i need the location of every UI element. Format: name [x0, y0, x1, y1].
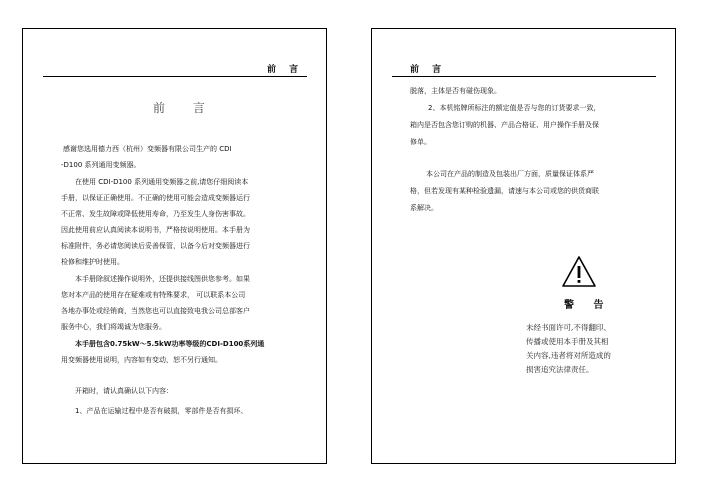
text-line: 脱落，主体是否有碰伤现象。: [410, 87, 501, 95]
text-line: 箱内是否包含您订购的机器、产品合格证、用户操作手册及保: [410, 121, 599, 129]
warning-triangle-icon: [561, 255, 597, 293]
text-line: 1、产品在运输过程中是否有破损，零部件是否有损坏、: [75, 407, 248, 415]
text-line: 感谢您选用德力西（杭州）变频器有限公司生产的 CDI: [63, 145, 232, 153]
page-title: 前 言: [153, 101, 217, 115]
warning-line: 传播或使用本手册及其相: [526, 337, 609, 346]
warning-line: 关内容,违者将对所造成的: [526, 351, 611, 360]
text-line: 本手册包含0.75kW～5.5kW功率等级的CDI-D100系列通: [75, 340, 265, 348]
header-rule: [392, 76, 656, 77]
text-line: 修单。: [410, 138, 431, 146]
page-header: 前 言: [267, 65, 304, 75]
text-line: 检修和维护时使用。: [61, 258, 124, 266]
text-line: 服务中心，我们将竭诚为您服务。: [61, 323, 166, 331]
text-line: 本公司在产品的制造及包装出厂方面，质量保证体系严: [426, 170, 594, 178]
text-line: 各地办事处或经销商，当然您也可以直接致电我公司总部客户: [61, 307, 250, 315]
text-line: 2、本机铭牌所标注的额定值是否与您的订货要求一致，: [428, 104, 601, 112]
text-line: 用变频器使用说明，内容如有变动，恕不另行通知。: [61, 356, 222, 364]
text-line: 系解决。: [410, 204, 438, 212]
header-rule: [43, 76, 307, 77]
text-line: 开箱时，请认真确认以下内容：: [75, 387, 173, 395]
page-left: [22, 28, 327, 464]
text-line: 您对本产品的使用存在疑难或有特殊要求， 可以联系本公司: [61, 291, 246, 299]
text-line: 不正常、发生故障或降低使用寿命，乃至发生人身伤害事故。: [61, 210, 250, 218]
text-line: 手册，以保证正确使用。不正确的使用可能会造成变频器运行: [61, 194, 250, 202]
warning-line: 未经书面许可,不得翻印、: [526, 323, 611, 332]
text-line: 本手册除叙述操作说明外，还提供接线图供您参考。如果: [75, 275, 250, 283]
text-line: 标准附件，务必请您阅读后妥善保管，以备今后对变频器进行: [61, 242, 250, 250]
page-right: [371, 28, 676, 464]
warning-line: 损害追究法律责任。: [526, 365, 594, 374]
text-line: -D100 系列通用变频器。: [61, 161, 141, 169]
text-line: 因此使用前应认真阅读本说明书，严格按说明使用。本手册为: [61, 226, 250, 234]
text-line: 在使用 CDI-D100 系列通用变频器之前,请您仔细阅读本: [75, 178, 249, 186]
page-header: 前 言: [410, 65, 447, 75]
text-line: 格，但若发现有某种检验遗漏，请速与本公司或您的供货商联: [410, 187, 599, 195]
warning-title: 警 告: [564, 300, 612, 311]
